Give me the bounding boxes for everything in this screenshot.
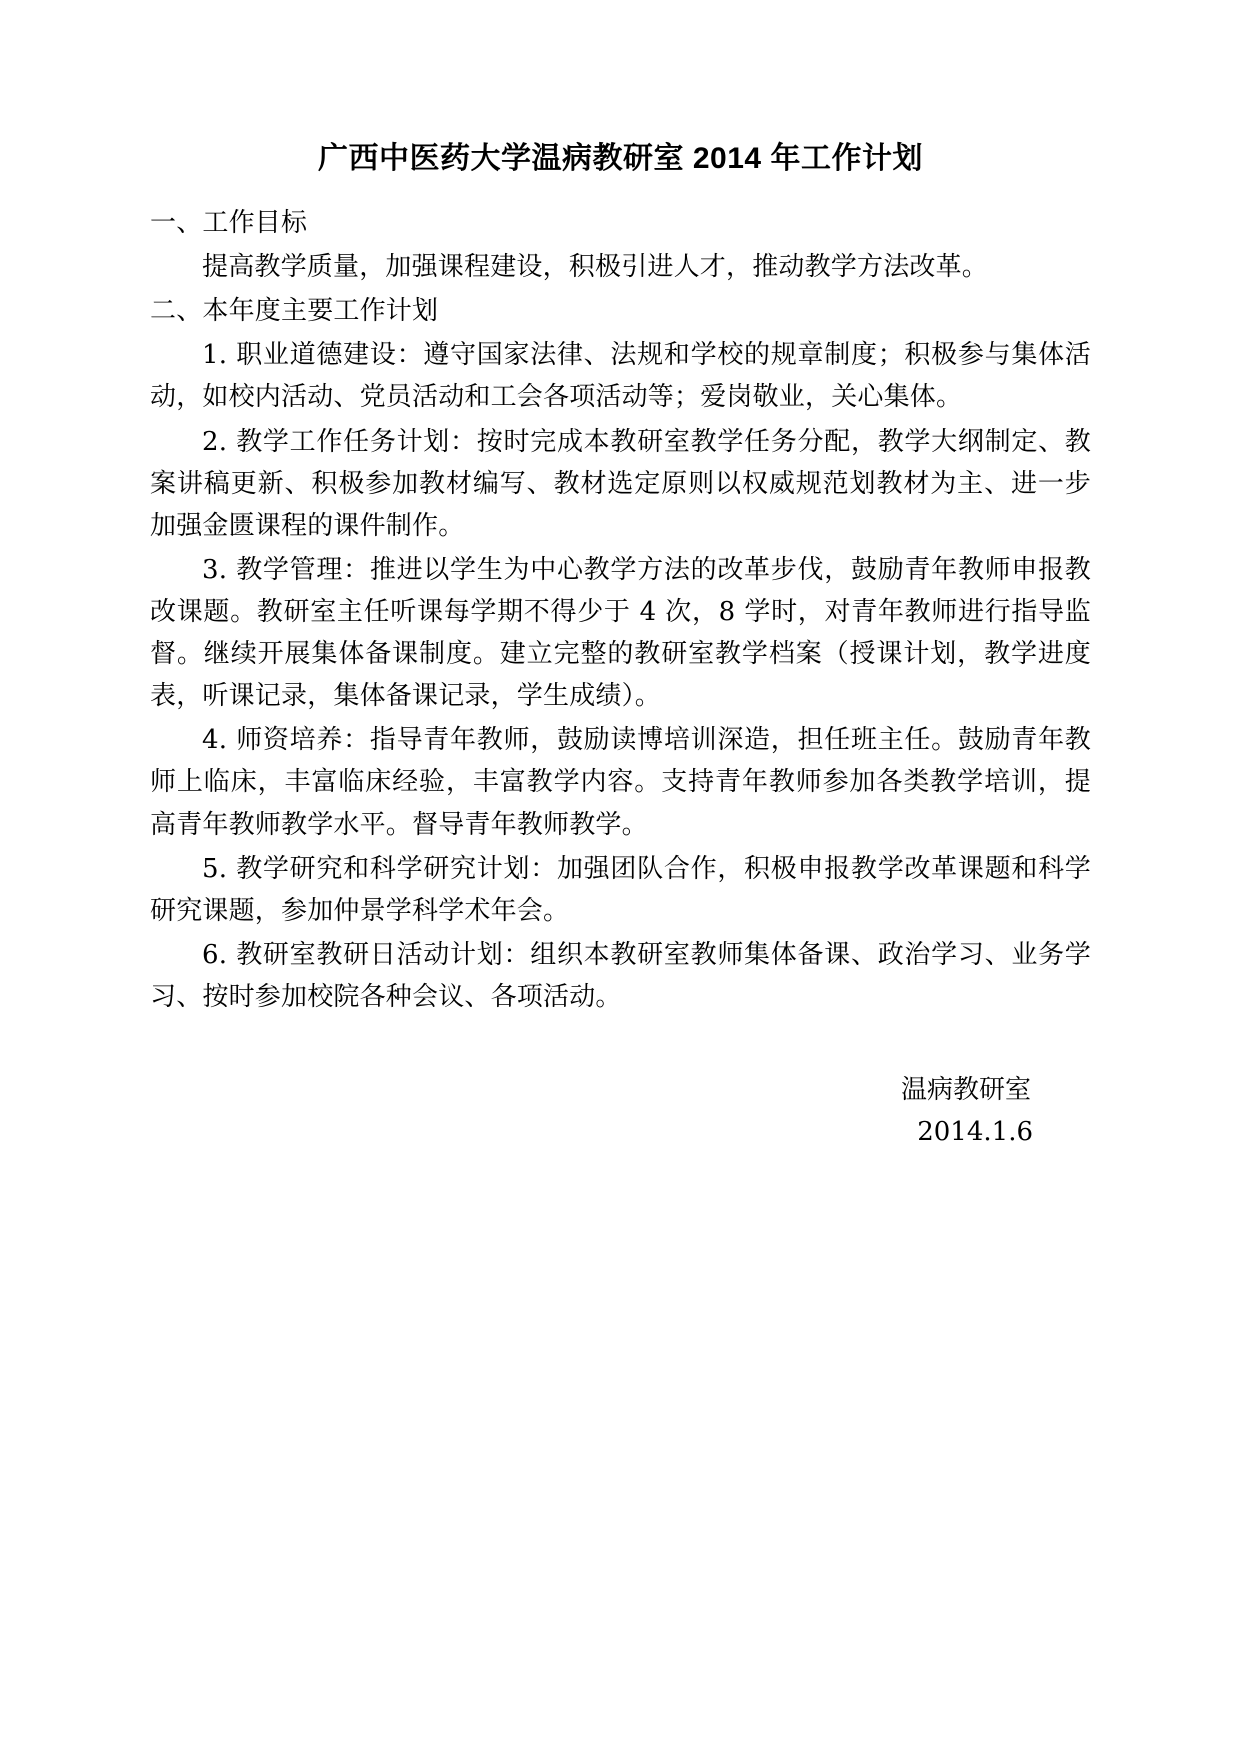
section-heading-2: 二、本年度主要工作计划 — [150, 296, 439, 327]
section-heading-1: 一、工作目标 — [150, 208, 308, 238]
section-2-item-1: 1. 职业道德建设：遵守国家法律、法规和学校的规章制度；积极参与集体活动，如校内活动、党员活动和工会各项活动等；爱岗敬业，关心集体。 — [150, 340, 1091, 413]
page-title: 广西中医药大学温病教研室 2014 年工作计划 — [318, 142, 923, 175]
section-2-item-2: 2. 教学工作任务计划：按时完成本教研室教学任务分配，教学大纲制定、教案讲稿更新、积极参加教材编写、教材选定原则以权威规范划教材为主、进一步加强金匮课程的课件制作。 — [150, 426, 1091, 541]
section-2-item-6: 6. 教研室教研日活动计划：组织本教研室教师集体备课、政治学习、业务学习、按时参加校院各种会议、各项活动。 — [150, 939, 1091, 1012]
signature-block — [150, 1070, 1091, 1153]
signature-org: 温病教研室 — [900, 1075, 1031, 1106]
section-2-item-5: 5. 教学研究和科学研究计划：加强团队合作，积极申报教学改革课题和科学研究课题，参加仲景学科学术年会。 — [150, 853, 1091, 926]
section-1-paragraph-1: 提高教学质量，加强课程建设，积极引进人才，推动教学方法改革。 — [202, 252, 989, 283]
signature-date: 2014.1.6 — [917, 1116, 1033, 1147]
section-2-item-3: 3. 教学管理：推进以学生为中心教学方法的改革步伐，鼓励青年教师申报教改课题。教研室主任听课每学期不得少于 4 次，8 学时，对青年教师进行指导监督。继续开展集体备课制度。建立完整的教研室教学档案（授课计划，教学进度表，听课记录，集体备课记录，学生成绩）。 — [150, 554, 1091, 712]
section-2-item-4: 4. 师资培养：指导青年教师，鼓励读博培训深造，担任班主任。鼓励青年教师上临床，丰富临床经验，丰富教学内容。支持青年教师参加各类教学培训，提高青年教师教学水平。督导青年教师教学。 — [150, 725, 1091, 840]
